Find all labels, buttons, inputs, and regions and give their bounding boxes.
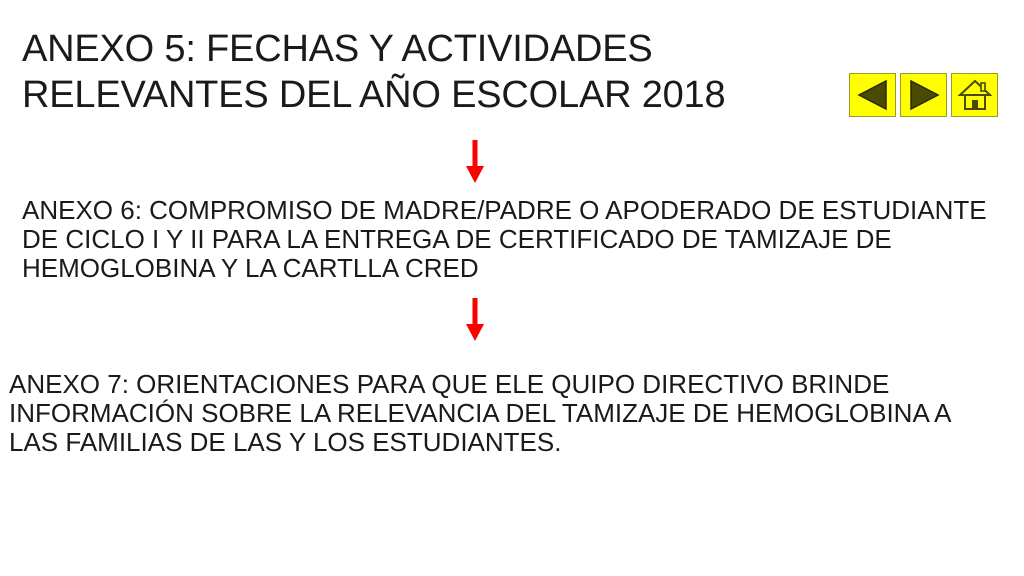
arrow-down-icon [465,140,485,184]
home-button[interactable] [951,73,998,117]
triangle-right-icon [907,78,941,112]
triangle-left-icon [856,78,890,112]
navigation-buttons [849,73,998,117]
arrow-down-icon [465,298,485,342]
previous-slide-button[interactable] [849,73,896,117]
next-slide-button[interactable] [900,73,947,117]
slide-title: ANEXO 5: FECHAS Y ACTIVIDADES RELEVANTES DEL AÑO ESCOLAR 2018 [22,28,726,116]
home-icon [957,77,993,113]
anexo-7-text: ANEXO 7: ORIENTACIONES PARA QUE ELE QUIPO DIRECTIVO BRINDE INFORMACIÓN SOBRE LA RELEVANCIA DEL TAMIZAJE DE HEMOGLOBINA A LAS FAMILIAS DE LAS Y LOS ESTUDIANTES. [9,369,951,457]
anexo-6-text: ANEXO 6: COMPROMISO DE MADRE/PADRE O APODERADO DE ESTUDIANTE DE CICLO I Y II PARA LA ENTREGA DE CERTIFICADO DE TAMIZAJE DE HEMOGLOBINA Y LA CARTLLA CRED [22,195,987,283]
